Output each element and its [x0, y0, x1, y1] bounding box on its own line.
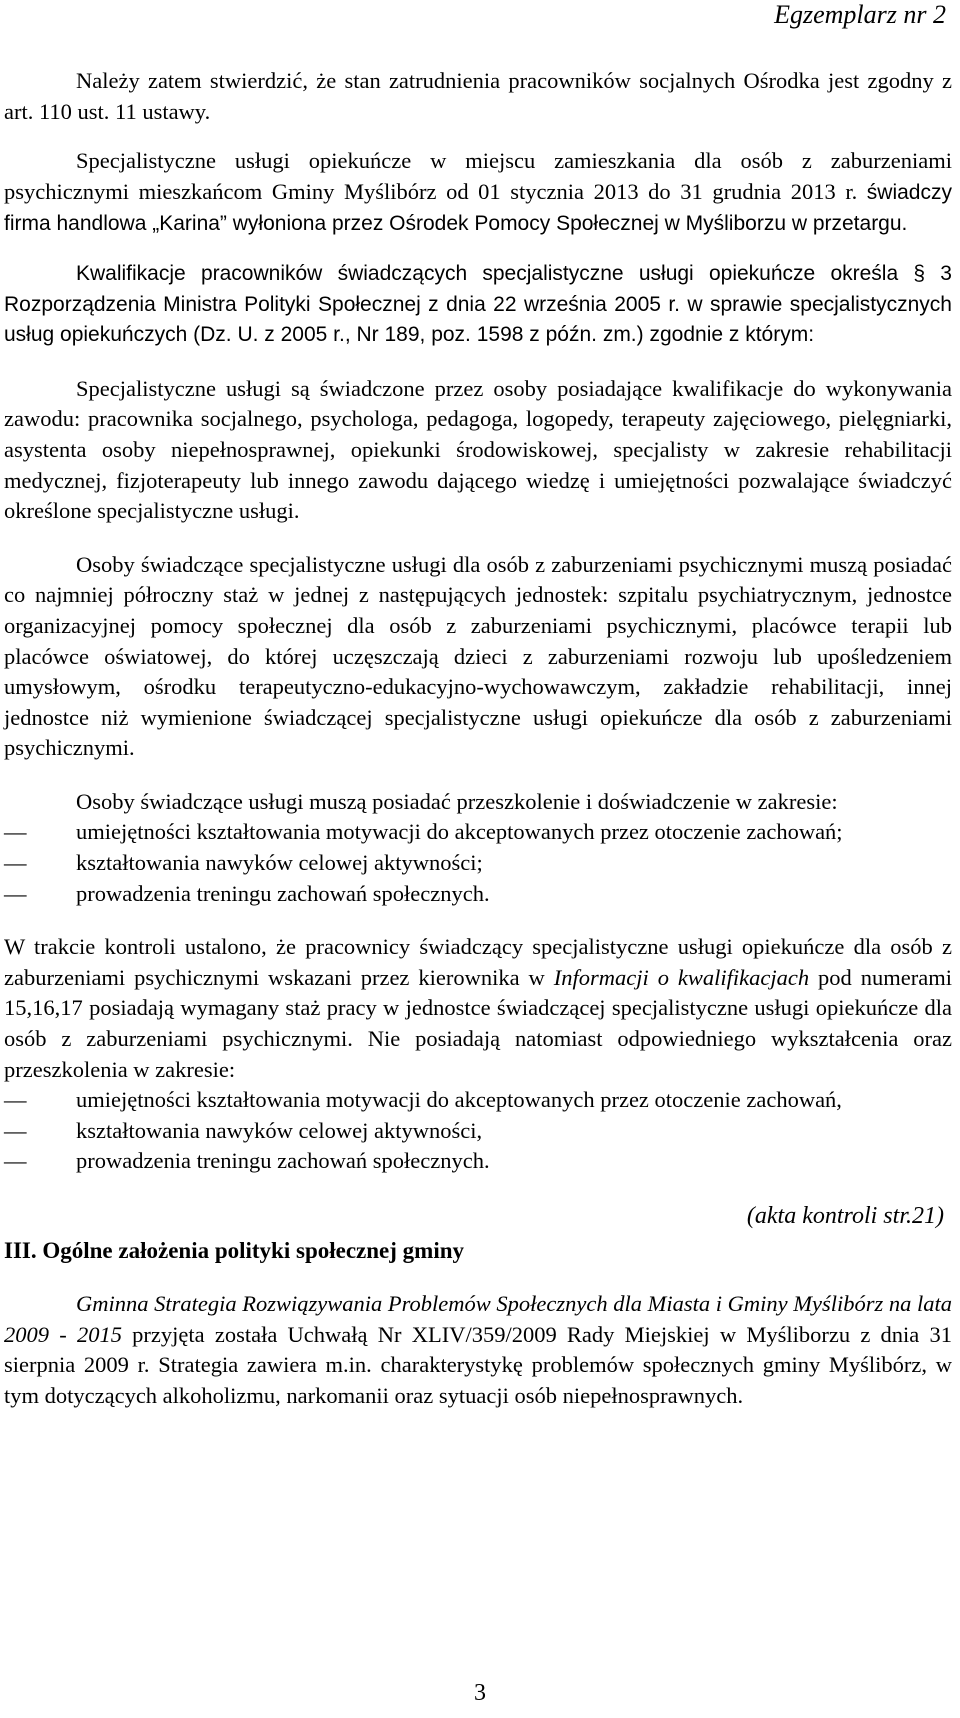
list-item [4, 1146, 952, 1177]
list-item-text: prowadzenia treningu zachowań społecznych. [76, 880, 490, 906]
dash-bullet: — [4, 880, 27, 906]
paragraph-training-requirement: Osoby świadczące usługi muszą posiadać przeszkolenie i doświadczenie w zakresie: [76, 788, 838, 814]
list-item-text: umiejętności kształtowania motywacji do akceptowanych przez otoczenie zachowań, [76, 1087, 842, 1113]
copy-number-label: Egzemplarz nr 2 [774, 0, 946, 29]
training-requirements-list [4, 817, 952, 909]
paragraph-employment-conclusion: Należy zatem stwierdzić, że stan zatrudnienia pracowników socjalnych Ośrodka jest zgodny z art. 110 ust. 11 ustawy. [4, 68, 952, 124]
paragraph-qualifications-regulation: Kwalifikacje pracowników świadczących specjalistyczne usługi opiekuńcze określa § 3 Rozporządzenia Ministra Polityki Społecznej z dnia 22 września 2005 r. w sprawie specjalistycznych usług opiekuńczych (Dz. U. z 2005 r., Nr 189, poz. 1598 z późn. zm.) zgodnie z którym: [4, 261, 952, 347]
paragraph-qualified-professions: Specjalistyczne usługi są świadczone przez osoby posiadające kwalifikacje do wykonywania zawodu: pracownika socjalnego, psychologa, pedagoga, logopedy, terapeuty zajęciowego, pielęgniarki, asystenta osoby niepełnosprawnej, opiekunki środowiskowej, specjalisty w zakresie rehabilitacji medycznej, fizjoterapeuty lub innego zawodu dającego wiedzę i umiejętności pozwalające świadczyć określone specjalistyczne usługi. [4, 375, 952, 524]
list-item [4, 879, 952, 910]
dash-bullet: — [4, 850, 27, 876]
findings-italic-title: Informacji o kwalifikacjach [553, 964, 810, 990]
list-item [4, 817, 952, 848]
dash-bullet: — [4, 1148, 27, 1174]
dash-bullet: — [4, 819, 27, 845]
paragraph-required-experience: Osoby świadczące specjalistyczne usługi dla osób z zaburzeniami psychicznymi muszą posiadać co najmniej półroczny staż w jednej z następujących jednostek: szpitalu psychiatrycznym, jednostce organizacyjnej pomocy społecznej dla osób z zaburzeniami psychicznymi, placówce terapii lub placówce oświatowej, do której uczęszczają dzieci z zaburzeniami rozwoju lub upośledzeniem umysłowym, ośrodku terapeutyczno-edukacyjno-wychowawczym, zakładzie rehabilitacji, innej jednostce niż wymienione świadczącej specjalistyczne usługi opiekuńcze dla osób z zaburzeniami psychicznymi. [4, 551, 952, 761]
list-item-text: kształtowania nawyków celowej aktywności, [76, 1117, 483, 1143]
list-item [4, 1116, 952, 1147]
list-item-text: umiejętności kształtowania motywacji do akceptowanych przez otoczenie zachowań; [76, 819, 843, 845]
strategy-italic-title: Gminna Strategia Rozwiązywania Problemów Społecznych dla Miasta i Gminy Myślibórz na lata 2009 - 2015 [4, 1291, 952, 1347]
strategy-text: przyjęta została Uchwałą Nr XLIV/359/2009 Rady Miejskiej w Myśliborzu z dnia 31 sierpnia 2009 r. Strategia zawiera m.in. charakterystykę problemów społecznych gminy Myślibórz, w tym dotyczących alkoholizmu, narkomanii oraz sytuacji osób niepełnosprawnych. [4, 1321, 952, 1408]
paragraph-specialist-services [4, 146, 952, 240]
page-number: 3 [474, 1680, 486, 1706]
section-heading: III. Ogólne założenia polityki społecznej gminy [4, 1237, 464, 1263]
list-item-text: prowadzenia treningu zachowań społecznych. [76, 1148, 490, 1174]
missing-training-list [4, 1085, 952, 1177]
document-body [4, 66, 952, 1412]
dash-bullet: — [4, 1087, 27, 1113]
list-item-text: kształtowania nawyków celowej aktywności; [76, 850, 483, 876]
paragraph-inspection-findings [4, 932, 952, 1085]
dash-bullet: — [4, 1117, 27, 1143]
paragraph-social-strategy [4, 1289, 952, 1411]
paragraph-provider-text: świadczy firma handlowa „Karina” wyłoniona przez Ośrodek Pomocy Społecznej w Myśliborzu w przetargu. [4, 180, 952, 236]
list-item [4, 848, 952, 879]
findings-text-start: W trakcie kontroli ustalono, że pracownicy świadczący specjalistyczne usługi opiekuńcze dla osób z zaburzeniami psychicznymi wskazani przez kierownika w [4, 934, 952, 990]
files-reference: (akta kontroli str.21) [746, 1203, 944, 1229]
list-item [4, 1085, 952, 1116]
findings-text-end: pod numerami 15,16,17 posiadają wymagany staż pracy w jednostce świadczącej specjalistyczne usługi opiekuńcze dla osób z zaburzeniami psychicznymi. Nie posiadają natomiast odpowiedniego wykształcenia oraz przeszkolenia w zakresie: [4, 964, 952, 1082]
paragraph-specialist-services-text: Specjalistyczne usługi opiekuńcze w miejscu zamieszkania dla osób z zaburzeniami psychicznymi mieszkańcom Gminy Myślibórz od 01 stycznia 2013 do 31 grudnia 2013 r. [4, 148, 952, 204]
